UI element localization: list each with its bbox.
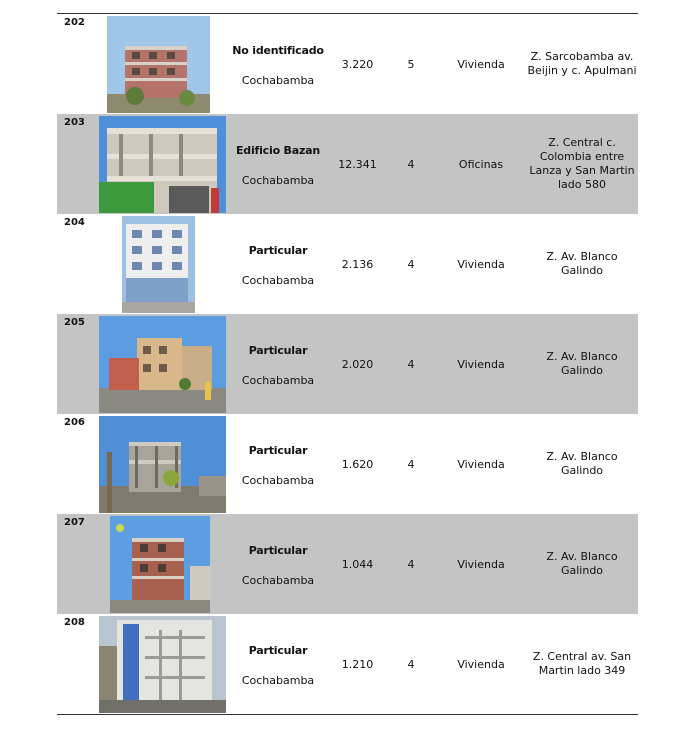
row-number: 204 bbox=[64, 217, 85, 228]
building-photo bbox=[99, 416, 226, 513]
table-row bbox=[57, 214, 638, 314]
table-row bbox=[57, 514, 638, 614]
location: Z. Av. Blanco Galindo bbox=[546, 250, 618, 277]
building-photo bbox=[122, 216, 195, 313]
city: Cochabamba bbox=[241, 374, 315, 387]
floors: 5 bbox=[407, 58, 415, 71]
building-name: Edificio Bazan bbox=[235, 144, 321, 157]
area: 2.136 bbox=[341, 258, 374, 271]
building-photo bbox=[99, 116, 226, 213]
table-row bbox=[57, 14, 638, 114]
floors: 4 bbox=[407, 458, 415, 471]
building-name: Particular bbox=[248, 644, 308, 657]
usage: Vivienda bbox=[457, 658, 505, 671]
area: 1.210 bbox=[341, 658, 374, 671]
row-number: 202 bbox=[64, 17, 85, 28]
usage: Vivienda bbox=[457, 258, 505, 271]
building-table bbox=[57, 13, 638, 715]
area: 1.620 bbox=[341, 458, 374, 471]
location: Z. Central av. San Martin lado 349 bbox=[532, 650, 632, 677]
floors: 4 bbox=[407, 258, 415, 271]
table-row bbox=[57, 314, 638, 414]
floors: 4 bbox=[407, 158, 415, 171]
building-name: No identificado bbox=[232, 44, 324, 57]
building-photo bbox=[107, 16, 210, 113]
city: Cochabamba bbox=[241, 574, 315, 587]
usage: Oficinas bbox=[458, 158, 504, 171]
area: 12.341 bbox=[338, 158, 377, 171]
location: Z. Av. Blanco Galindo bbox=[546, 550, 618, 577]
location: Z. Av. Blanco Galindo bbox=[546, 450, 618, 477]
row-number: 205 bbox=[64, 317, 85, 328]
building-name: Particular bbox=[248, 444, 308, 457]
floors: 4 bbox=[407, 558, 415, 571]
usage: Vivienda bbox=[457, 458, 505, 471]
building-name: Particular bbox=[248, 244, 308, 257]
area: 1.044 bbox=[341, 558, 374, 571]
building-photo bbox=[99, 316, 226, 413]
usage: Vivienda bbox=[457, 358, 505, 371]
floors: 4 bbox=[407, 658, 415, 671]
building-name: Particular bbox=[248, 544, 308, 557]
location: Z. Central c. Colombia entre Lanza y San Martin lado 580 bbox=[529, 136, 635, 191]
row-number: 208 bbox=[64, 617, 85, 628]
area: 3.220 bbox=[341, 58, 374, 71]
city: Cochabamba bbox=[241, 174, 315, 187]
city: Cochabamba bbox=[241, 74, 315, 87]
usage: Vivienda bbox=[457, 558, 505, 571]
city: Cochabamba bbox=[241, 274, 315, 287]
row-number: 203 bbox=[64, 117, 85, 128]
table-row bbox=[57, 414, 638, 514]
table-row bbox=[57, 114, 638, 214]
city: Cochabamba bbox=[241, 674, 315, 687]
floors: 4 bbox=[407, 358, 415, 371]
table-row bbox=[57, 614, 638, 714]
location: Z. Sarcobamba av. Beijin y c. Apulmani bbox=[527, 50, 637, 77]
usage: Vivienda bbox=[457, 58, 505, 71]
city: Cochabamba bbox=[241, 474, 315, 487]
row-number: 206 bbox=[64, 417, 85, 428]
building-photo bbox=[99, 616, 226, 713]
building-photo bbox=[110, 516, 210, 613]
location: Z. Av. Blanco Galindo bbox=[546, 350, 618, 377]
building-name: Particular bbox=[248, 344, 308, 357]
area: 2.020 bbox=[341, 358, 374, 371]
row-number: 207 bbox=[64, 517, 85, 528]
